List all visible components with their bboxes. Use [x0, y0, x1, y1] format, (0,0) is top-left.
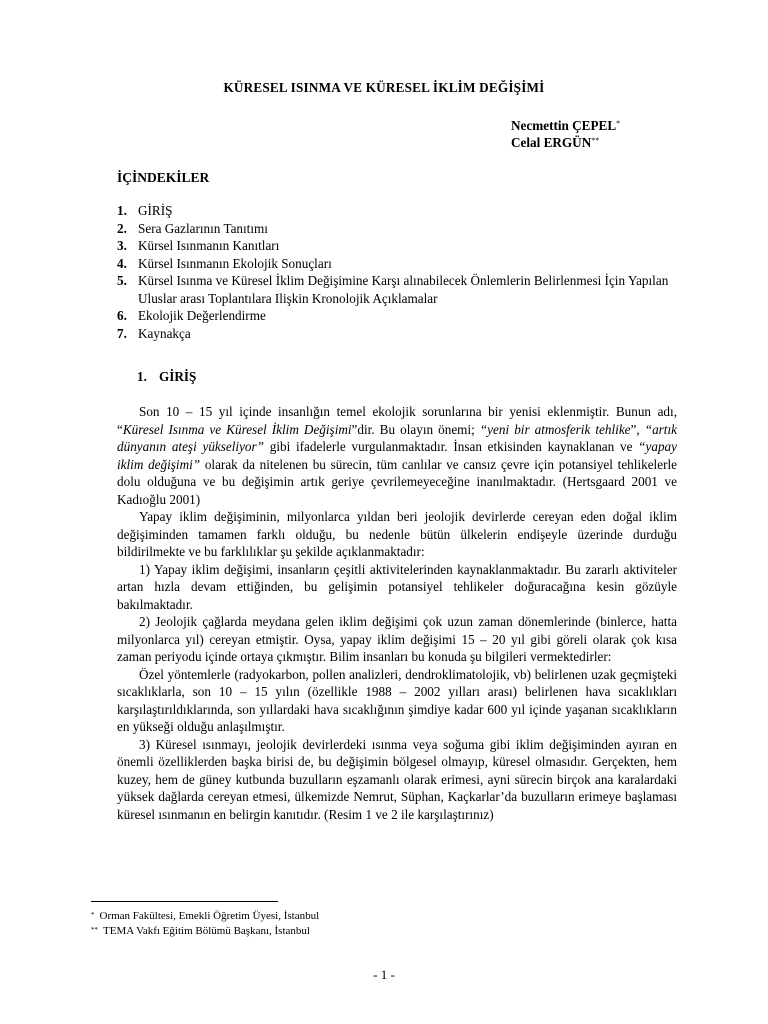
- author-1: Necmettin ÇEPEL*: [511, 118, 621, 133]
- author-2-mark: **: [591, 136, 600, 145]
- toc-item: 3. Kürsel Isınmanın Kanıtları: [117, 238, 280, 253]
- toc-item: 6. Ekolojik Değerlendirme: [117, 308, 266, 323]
- toc-item: 7. Kaynakça: [117, 325, 191, 341]
- table-of-contents: [117, 202, 677, 342]
- paragraph: 2) Jeolojik çağlarda meydana gelen iklim değişimi çok uzun zaman dönemlerinde (binlerce, hatta milyonlarca yıl) cereyan etmiştir. Oysa, yapay iklim değişimi 15 – 20 yıl gibi göreli olarak çok kısa zaman periyodu içinde ortaya çıkmıştır. Bilim insanları bu konuda şu bilgileri vermektedirler:: [117, 614, 677, 664]
- toc-item: 1. GİRİŞ: [117, 203, 173, 218]
- footnote-divider: [91, 901, 278, 902]
- author-1-mark: *: [616, 119, 621, 128]
- page-number: - 1 -: [373, 967, 395, 982]
- toc-item: 5. Kürsel Isınma ve Küresel İklim Değişimine Karşı alınabilecek Önlemlerin Belirlenmesi İçin Yapılan Uluslar arası Toplantılara Ilişkin Kronolojik Açıklamalar: [117, 273, 669, 306]
- section-heading: 1. GİRİŞ: [137, 369, 197, 384]
- paragraph: 3) Küresel ısınmayı, jeolojik devirlerdeki ısınma veya soğuma gibi iklim değişiminden ayıran en önemli özelliklerden başka birisi de, bu değişimin bölgesel olmayıp, küresel olmasıdır. Gerçekten, hem kuzey, hem de güney kutbunda buzulların eşzamanlı olarak erimesi, ayni sürecin birçok ana karalardaki yüksek dağlarda cereyan etmesi, ülkemizde Nemrut, Süphan, Kaçkarlar’da buzulların erimeye başlaması küresel ısınmanın en belirgin kanıtıdır. (Resim 1 ve 2 ile karşılaştırınız): [117, 736, 677, 822]
- document-title: KÜRESEL ISINMA VE KÜRESEL İKLİM DEĞİŞİMİ: [223, 80, 545, 95]
- toc-heading: İÇİNDEKİLER: [117, 170, 210, 185]
- author-2: Celal ERGÜN**: [511, 135, 600, 150]
- paragraph: Yapay iklim değişiminin, milyonlarca yıldan beri jeolojik devirlerde cereyan eden doğal iklim değişiminden tamamen farklı olduğu, bu nedenle bütün ülkelerin endişeyle üzerinde durduğu bildirilmekte ve bu farklılıklar şu şekilde açıklanmaktadır:: [117, 509, 677, 559]
- paragraph: Özel yöntemlerle (radyokarbon, pollen analizleri, dendroklimatolojik, vb) belirlenen uzak geçmişteki sıcaklıklarla, son 10 – 15 yılın (özellikle 1988 – 2002 yılları arası) belirlenen hava sıcaklıkları karşılaştırıldıklarında, son yıllardaki hava sıcaklığının şimdiye kadar 600 yıl içinde yaşanan sıcaklıkların en yükseği olduğu anlaşılmıştır.: [117, 666, 677, 734]
- body-text: [117, 403, 677, 823]
- toc-item: 4. Kürsel Isınmanın Ekolojik Sonuçları: [117, 255, 332, 271]
- paragraph: 1) Yapay iklim değişimi, insanların çeşitli aktivitelerinden kaynaklanmaktadır. Bu zararlı aktiviteler artan hızla devam ettiğinden, bu gelişimin potansiyel tehlikeler doğuracağına kesin gözüyle bakılmaktadır.: [117, 561, 677, 612]
- footnotes: [91, 909, 691, 938]
- author-block: [511, 117, 620, 151]
- paragraph: Son 10 – 15 yıl içinde insanlığın temel ekolojik sorunlarına bir yenisi eklenmiştir. Bunun adı, “Küresel Isınma ve Küresel İklim Değişimi”dir. Bu olayın önemi; “yeni bir atmosferik tehlike”, “artık dünyanın ateşi yükseliyor” gibi ifadelerle vurgulanmaktadır. İnsan etkisinden kaynaklanan ve “yapay iklim değişimi” olarak da nitelenen bu sürecin, tüm canlılar ve cansız çevre için potansiyel tehlikelerle dolu olduğuna ve bu değişimin artık geriye çevrilemeyeceğine inanılmaktadır. (Hertsgaard 2001 ve Kadıoğlu 2001): [117, 404, 677, 507]
- footnote: * Orman Fakültesi, Emekli Öğretim Üyesi, İstanbul: [91, 910, 320, 922]
- toc-item: 2. Sera Gazlarının Tanıtımı: [117, 220, 268, 236]
- footnote: ** TEMA Vakfı Eğitim Bölümü Başkanı, İstanbul: [91, 924, 310, 937]
